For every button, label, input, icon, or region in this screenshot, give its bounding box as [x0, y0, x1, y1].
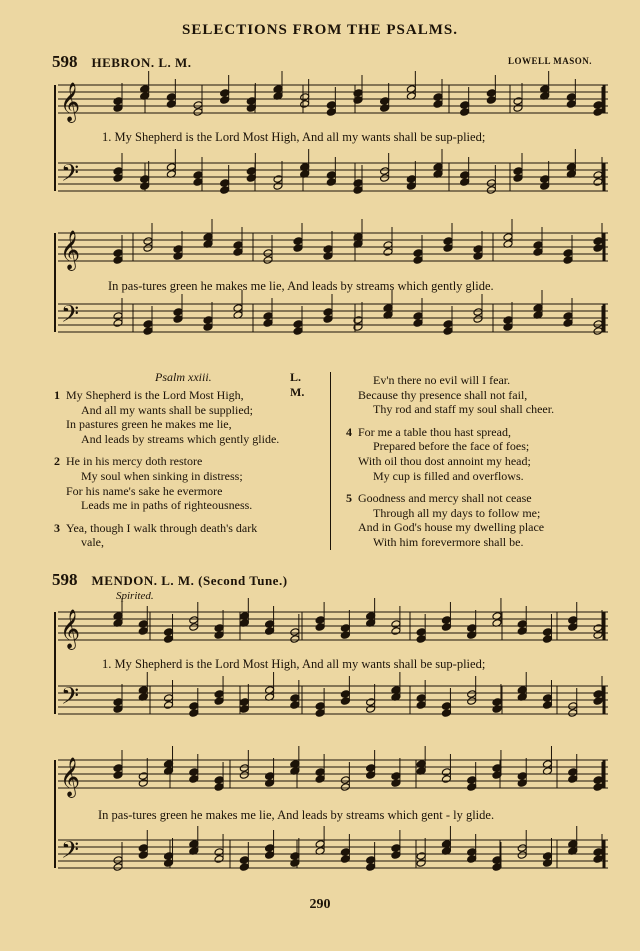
note-head — [413, 249, 423, 258]
bass-clef: 𝄢 — [61, 159, 80, 192]
note-head — [568, 775, 578, 784]
note-head — [340, 624, 350, 633]
note-head — [566, 100, 576, 109]
note-head — [166, 93, 176, 102]
stanza — [346, 424, 554, 483]
note-head — [513, 167, 523, 176]
note-head — [214, 690, 224, 699]
note-head — [323, 315, 333, 324]
note-head — [113, 319, 123, 328]
note-head — [540, 182, 550, 191]
note-head — [486, 186, 496, 195]
note-head — [593, 320, 603, 329]
note-head — [326, 108, 336, 117]
note-head — [239, 764, 249, 773]
note-head — [443, 237, 453, 246]
note-head — [492, 705, 502, 714]
note-head — [486, 96, 496, 105]
note-head — [263, 312, 273, 321]
stanza-line: Ev'n there no evil will I fear. — [373, 373, 511, 387]
note-head — [273, 175, 283, 184]
note-head — [113, 312, 123, 321]
note-head — [593, 776, 603, 785]
note-head — [473, 252, 483, 261]
note-head — [323, 308, 333, 317]
treble-clef: 𝄞 — [60, 757, 81, 797]
note-head — [265, 627, 275, 636]
note-head — [593, 327, 603, 336]
note-head — [113, 764, 123, 773]
note-head — [113, 97, 123, 106]
note-head — [513, 104, 523, 113]
note-head — [503, 323, 513, 332]
note-head — [416, 859, 426, 868]
note-head — [173, 308, 183, 317]
stanza-line: And leads by streams which gently glide. — [81, 431, 280, 446]
hymn-number: 598 — [52, 570, 78, 589]
note-head — [214, 855, 224, 864]
note-head — [513, 174, 523, 183]
lyric-line: 1. My Shepherd is the Lord Most High, And all my wants shall be sup-plied; — [102, 130, 486, 144]
note-head — [290, 852, 300, 861]
lyric-line: In pas-tures green he makes me lie, And leads by streams which gently glide. — [108, 279, 494, 293]
note-head — [391, 620, 401, 629]
note-head — [486, 179, 496, 188]
psalm-heading — [155, 370, 305, 399]
note-head — [441, 775, 451, 784]
note-head — [315, 616, 325, 625]
note-head — [593, 178, 603, 187]
stanza-line: And in God's house my dwelling place — [358, 520, 545, 535]
note-head — [593, 855, 603, 864]
note-head — [173, 252, 183, 261]
note-head — [166, 100, 176, 109]
stanza-line: For his name's sake he evermore — [66, 483, 223, 498]
note-head — [563, 319, 573, 328]
note-head — [391, 772, 401, 781]
note-head — [568, 709, 578, 718]
note-head — [568, 768, 578, 777]
note-head — [416, 694, 426, 703]
note-head — [293, 327, 303, 336]
note-head — [173, 245, 183, 254]
note-head — [517, 844, 527, 853]
note-head — [323, 252, 333, 261]
note-head — [290, 694, 300, 703]
stanza-number: 2 — [54, 454, 60, 469]
note-head — [467, 776, 477, 785]
note-head — [143, 327, 153, 336]
note-head — [113, 256, 123, 265]
note-head — [366, 764, 376, 773]
note-head — [517, 779, 527, 788]
note-head — [517, 851, 527, 860]
note-head — [593, 244, 603, 253]
note-head — [441, 702, 451, 711]
note-head — [290, 628, 300, 637]
note-head — [503, 316, 513, 325]
note-head — [113, 174, 123, 183]
note-head — [593, 101, 603, 110]
note-head — [568, 623, 578, 632]
psalm-title: Psalm xxiii. — [155, 370, 212, 384]
note-head — [290, 635, 300, 644]
page-number: 290 — [309, 897, 331, 912]
note-head — [326, 101, 336, 110]
note-head — [366, 856, 376, 865]
note-head — [203, 323, 213, 332]
note-head — [233, 248, 243, 257]
stanza-line: He in his mercy doth restore — [66, 454, 203, 469]
note-head — [164, 852, 174, 861]
note-head — [391, 844, 401, 853]
note-head — [113, 249, 123, 258]
note-head — [315, 768, 325, 777]
note-head — [492, 698, 502, 707]
note-head — [486, 89, 496, 98]
bass-clef: 𝄢 — [61, 300, 80, 333]
note-head — [239, 863, 249, 872]
note-head — [443, 244, 453, 253]
bass-clef: 𝄢 — [61, 836, 80, 869]
note-head — [239, 856, 249, 865]
hymn-number: 598 — [52, 52, 78, 71]
note-head — [220, 186, 230, 195]
note-head — [113, 856, 123, 865]
stanza-line: And all my wants shall be supplied; — [81, 402, 253, 417]
note-head — [467, 848, 477, 857]
note-head — [543, 628, 553, 637]
note-head — [143, 237, 153, 246]
note-head — [413, 312, 423, 321]
note-head — [517, 772, 527, 781]
note-head — [593, 690, 603, 699]
note-head — [263, 256, 273, 265]
note-head — [113, 863, 123, 872]
note-head — [543, 852, 553, 861]
note-head — [189, 623, 199, 632]
note-head — [380, 174, 390, 183]
note-head — [543, 635, 553, 644]
note-head — [340, 848, 350, 857]
note-head — [540, 175, 550, 184]
stanza — [346, 491, 554, 549]
note-head — [143, 244, 153, 253]
note-head — [533, 248, 543, 257]
note-head — [265, 844, 275, 853]
note-head — [340, 783, 350, 792]
note-head — [164, 694, 174, 703]
note-head — [140, 182, 150, 191]
stanza-number: 4 — [346, 424, 352, 439]
note-head — [315, 775, 325, 784]
note-head — [366, 698, 376, 707]
stanza-line: With oil thou dost annoint my head; — [358, 453, 531, 468]
note-head — [593, 631, 603, 640]
stanza-line: My cup is filled and overflows. — [373, 468, 524, 483]
note-head — [265, 851, 275, 860]
note-head — [441, 623, 451, 632]
stanza — [54, 388, 280, 446]
note-head — [113, 705, 123, 714]
note-head — [193, 108, 203, 117]
note-head — [416, 635, 426, 644]
note-head — [239, 698, 249, 707]
note-head — [293, 244, 303, 253]
psalm-meter: L. M. — [290, 370, 305, 399]
page-header: SELECTIONS FROM THE PSALMS. — [182, 22, 458, 38]
stanza-number: 1 — [54, 388, 60, 402]
note-head — [138, 772, 148, 781]
note-head — [563, 249, 573, 258]
note-head — [593, 624, 603, 633]
note-head — [416, 701, 426, 710]
note-head — [164, 701, 174, 710]
note-head — [593, 108, 603, 117]
note-head — [113, 698, 123, 707]
note-head — [263, 319, 273, 328]
note-head — [443, 327, 453, 336]
note-head — [189, 775, 199, 784]
stanza-line: My Shepherd is the Lord Most High, — [66, 388, 244, 402]
note-head — [233, 241, 243, 250]
note-head — [290, 701, 300, 710]
note-head — [460, 171, 470, 180]
note-head — [517, 620, 527, 629]
note-head — [203, 316, 213, 325]
treble-clef: 𝄞 — [60, 82, 81, 122]
note-head — [220, 179, 230, 188]
note-head — [315, 702, 325, 711]
note-head — [164, 635, 174, 644]
note-head — [460, 108, 470, 117]
note-head — [383, 241, 393, 250]
stanza-line: Thy rod and staff my soul shall cheer. — [373, 402, 555, 417]
note-head — [138, 779, 148, 788]
note-head — [193, 171, 203, 180]
note-head — [366, 771, 376, 780]
note-head — [441, 616, 451, 625]
note-head — [143, 320, 153, 329]
tune-name: MENDON. L. M. (Second Tune.) — [91, 573, 288, 588]
note-head — [467, 624, 477, 633]
note-head — [164, 859, 174, 868]
note-head — [290, 859, 300, 868]
bass-clef: 𝄢 — [61, 682, 80, 715]
note-head — [323, 245, 333, 254]
stanza-line: Leads me in paths of righteousness. — [81, 498, 253, 513]
note-head — [138, 851, 148, 860]
note-head — [164, 628, 174, 637]
note-head — [492, 863, 502, 872]
note-head — [189, 709, 199, 718]
note-head — [140, 175, 150, 184]
note-head — [533, 241, 543, 250]
note-head — [467, 690, 477, 699]
note-head — [326, 171, 336, 180]
stanza — [54, 454, 279, 513]
tempo-marking: Spirited. — [116, 590, 154, 602]
note-head — [340, 690, 350, 699]
note-head — [416, 852, 426, 861]
note-head — [380, 97, 390, 106]
note-head — [433, 100, 443, 109]
note-head — [513, 97, 523, 106]
note-head — [189, 616, 199, 625]
note-head — [391, 627, 401, 636]
stanza-number: 3 — [54, 520, 60, 535]
note-head — [265, 779, 275, 788]
column-divider — [330, 372, 331, 550]
stanza-line: In pastures green he makes me lie, — [66, 417, 232, 432]
note-head — [220, 96, 230, 105]
note-head — [326, 178, 336, 187]
note-head — [366, 863, 376, 872]
note-head — [563, 256, 573, 265]
note-head — [593, 848, 603, 857]
note-head — [263, 249, 273, 258]
note-head — [467, 631, 477, 640]
note-head — [189, 768, 199, 777]
note-head — [383, 248, 393, 257]
note-head — [416, 628, 426, 637]
note-head — [593, 697, 603, 706]
stanza-continued — [358, 373, 554, 417]
note-head — [340, 776, 350, 785]
stanza-column-right — [346, 373, 555, 558]
note-head — [460, 178, 470, 187]
note-head — [473, 245, 483, 254]
note-head — [543, 701, 553, 710]
note-head — [413, 319, 423, 328]
tune-name: HEBRON. L. M. — [91, 55, 192, 70]
note-head — [593, 171, 603, 180]
stanza-line: Prepared before the face of foes; — [373, 439, 530, 454]
note-head — [443, 320, 453, 329]
note-head — [593, 783, 603, 792]
lyric-line: In pas-tures green he makes me lie, And leads by streams which gent - ly glide. — [98, 808, 495, 822]
note-head — [406, 175, 416, 184]
treble-clef: 𝄞 — [60, 230, 81, 270]
stanza-line: With him forevermore shall be. — [373, 534, 524, 549]
note-head — [193, 101, 203, 110]
note-head — [568, 702, 578, 711]
note-head — [273, 182, 283, 191]
stanza-line: Yea, though I walk through death's dark — [66, 520, 258, 535]
stanza-column-left — [54, 388, 280, 558]
note-head — [563, 312, 573, 321]
note-head — [473, 315, 483, 324]
note-head — [113, 771, 123, 780]
note-head — [568, 616, 578, 625]
lyric-line: 1. My Shepherd is the Lord Most High, And all my wants shall be sup-plied; — [102, 657, 486, 671]
note-head — [173, 315, 183, 324]
note-head — [380, 104, 390, 113]
note-head — [138, 844, 148, 853]
note-head — [406, 182, 416, 191]
note-head — [340, 697, 350, 706]
note-head — [340, 855, 350, 864]
note-head — [566, 93, 576, 102]
note-head — [391, 851, 401, 860]
note-head — [293, 237, 303, 246]
stanza-line: Because thy presence shall not fail, — [358, 387, 528, 402]
note-head — [293, 320, 303, 329]
note-head — [473, 308, 483, 317]
note-head — [300, 100, 310, 109]
note-head — [391, 779, 401, 788]
note-head — [380, 167, 390, 176]
note-head — [214, 624, 224, 633]
stanza-line: vale, — [81, 535, 104, 550]
note-head — [441, 768, 451, 777]
note-head — [220, 89, 230, 98]
note-head — [315, 709, 325, 718]
note-head — [138, 627, 148, 636]
note-head — [441, 709, 451, 718]
note-head — [543, 694, 553, 703]
note-head — [467, 697, 477, 706]
note-head — [113, 104, 123, 113]
stanza-line: Through all my days to follow me; — [373, 505, 541, 520]
note-head — [214, 631, 224, 640]
note-head — [433, 93, 443, 102]
note-head — [413, 256, 423, 265]
note-head — [460, 101, 470, 110]
note-head — [193, 178, 203, 187]
note-head — [265, 620, 275, 629]
note-head — [214, 697, 224, 706]
stanza-number: 5 — [346, 491, 352, 506]
note-head — [239, 705, 249, 714]
stanza-line: My soul when sinking in distress; — [81, 468, 243, 483]
note-head — [543, 859, 553, 868]
note-head — [214, 776, 224, 785]
treble-clef: 𝄞 — [60, 609, 81, 649]
note-head — [265, 772, 275, 781]
note-head — [300, 93, 310, 102]
note-head — [138, 620, 148, 629]
note-head — [113, 167, 123, 176]
note-head — [467, 855, 477, 864]
composer-name: LOWELL MASON. — [507, 56, 592, 66]
stanza — [54, 520, 279, 550]
note-head — [189, 702, 199, 711]
note-head — [214, 848, 224, 857]
note-head — [340, 631, 350, 640]
note-head — [315, 623, 325, 632]
note-head — [214, 783, 224, 792]
note-head — [593, 237, 603, 246]
note-head — [366, 705, 376, 714]
note-head — [517, 627, 527, 636]
note-head — [467, 783, 477, 792]
note-head — [239, 771, 249, 780]
stanza-line: For me a table thou hast spread, — [358, 424, 511, 439]
stanza-line: Goodness and mercy shall not cease — [358, 491, 532, 506]
